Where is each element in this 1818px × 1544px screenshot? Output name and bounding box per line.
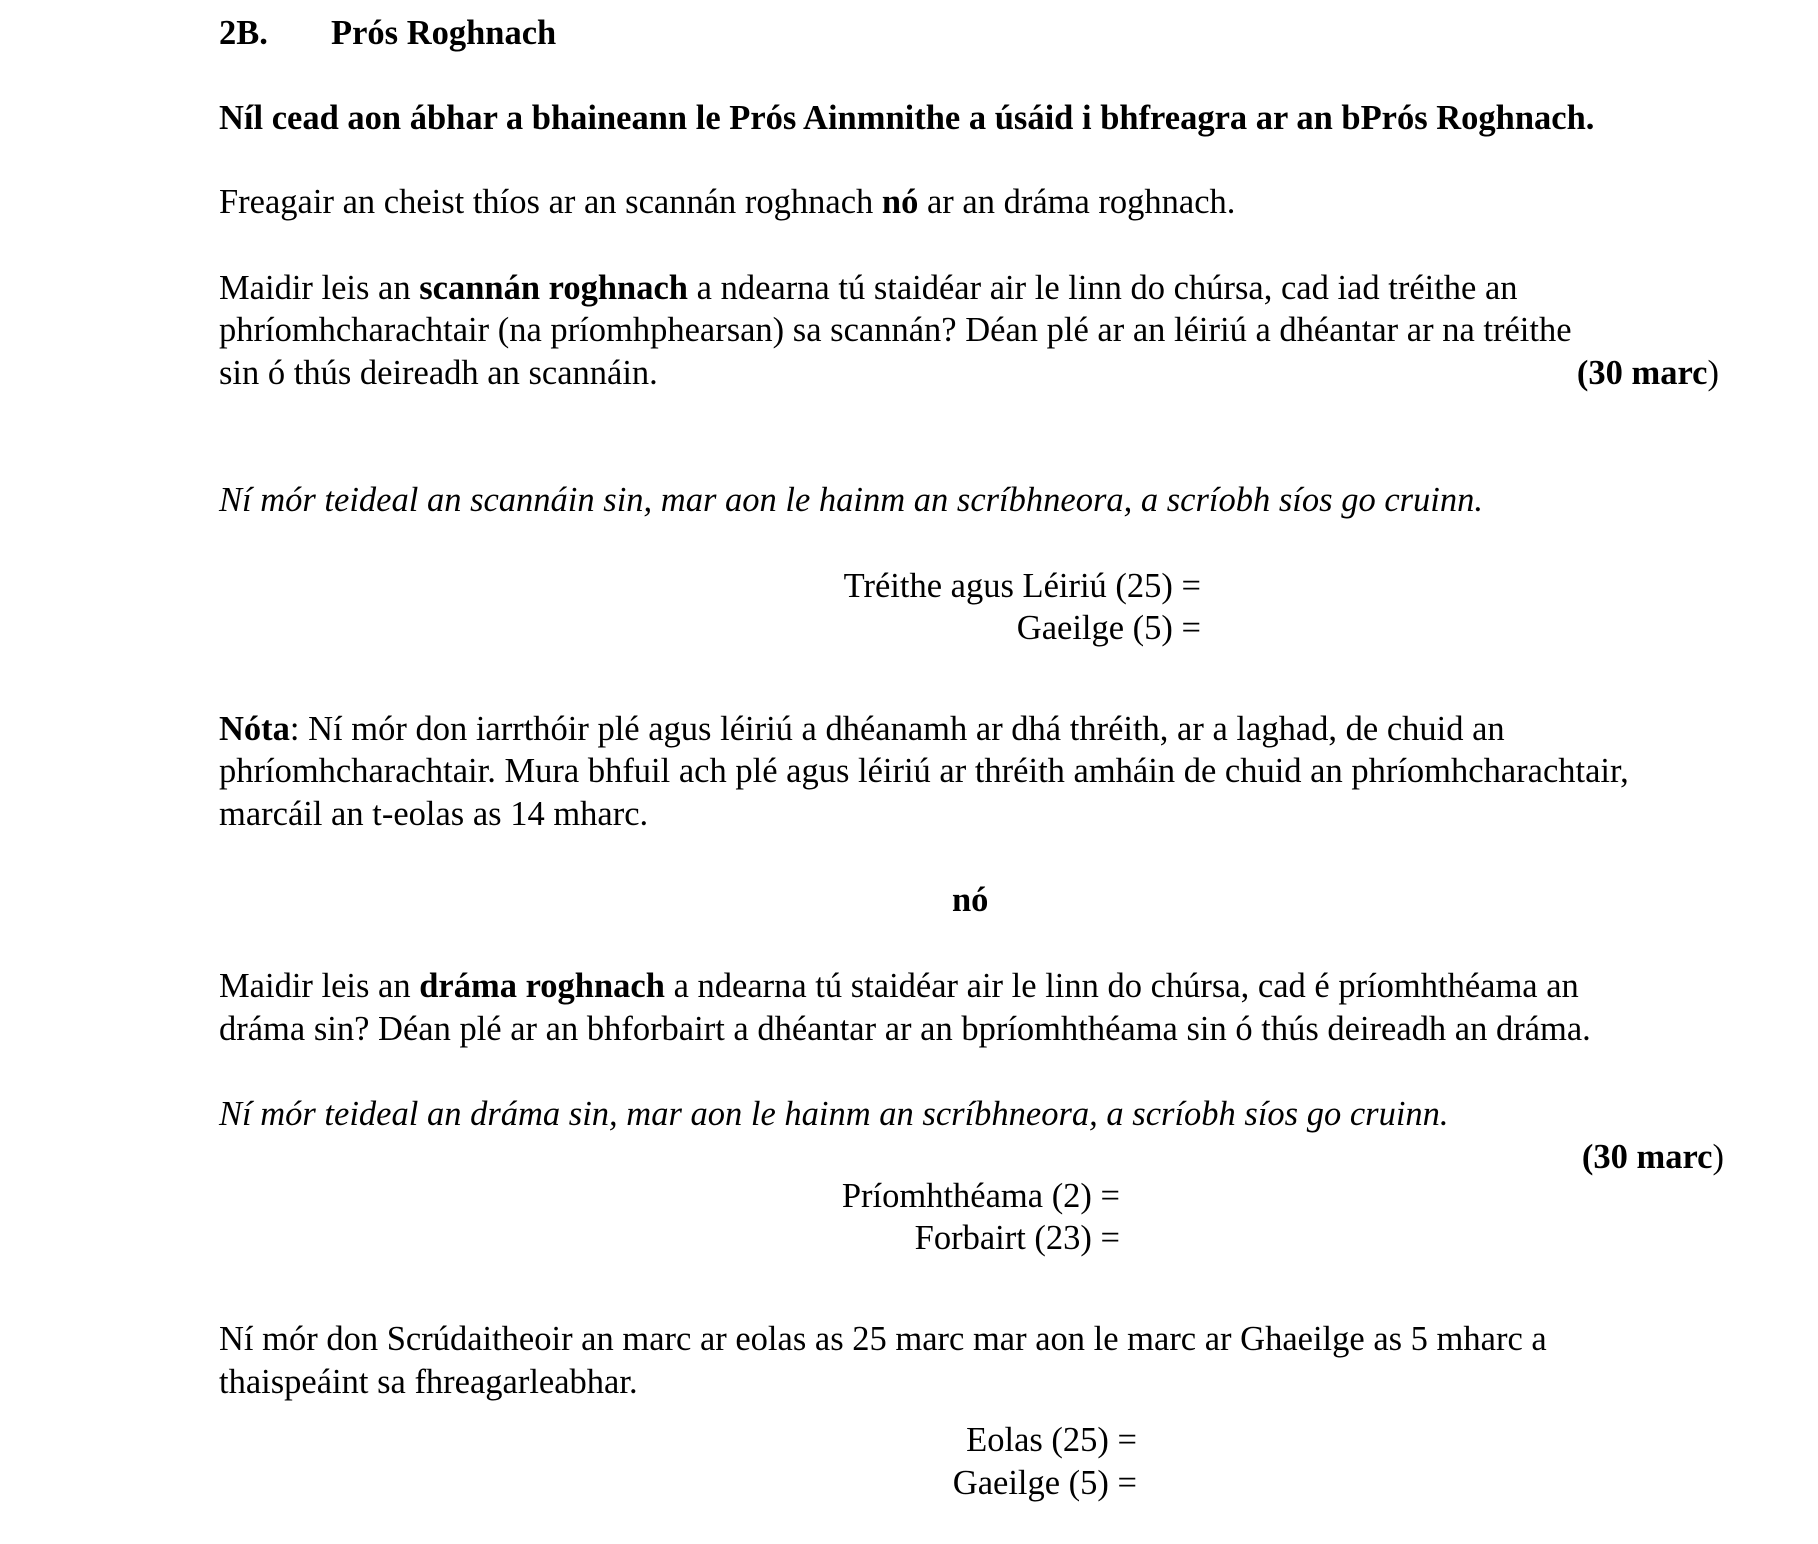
note-line-2: phríomhcharachtair. Mura bhfuil ach plé agus léiriú ar thréith amháin de chuid an phríomhcharachtair, <box>219 752 1629 790</box>
film-title-note: Ní mór teideal an scannáin sin, mar aon le hainm an scríbhneora, a scríobh síos go cruinn. <box>219 481 1484 519</box>
film-question-emphasis: scannán roghnach <box>419 269 688 307</box>
film-marks <box>1577 352 1719 395</box>
film-question-suffix: a ndearna tú staidéar air le linn do chúrsa, cad iad tréithe an <box>688 269 1518 307</box>
prescribed-prose-warning: Níl cead aon ábhar a bhaineann le Prós Ainmnithe a úsáid i bhfreagra ar an bPrós Roghnach. <box>219 99 1595 137</box>
drama-question-emphasis: dráma roghnach <box>419 967 665 1005</box>
drama-marks-value: 30 marc <box>1593 1138 1713 1176</box>
instruction-text: Freagair an cheist thíos ar an scannán roghnach <box>219 183 882 221</box>
section-title: Prós Roghnach <box>331 14 557 52</box>
drama-question-prefix: Maidir leis an <box>219 967 420 1005</box>
examiner-note-line-1: Ní mór don Scrúdaitheoir an marc ar eolas as 25 marc mar aon le marc ar Ghaeilge as 5 mharc a <box>219 1320 1547 1358</box>
note-label: Nóta <box>219 710 290 748</box>
film-marks-open: ( <box>1576 354 1589 392</box>
or-divider: nó <box>952 881 989 919</box>
film-question-line-1 <box>219 267 1744 310</box>
drama-question-suffix: a ndearna tú staidéar air le linn do chúrsa, cad é príomhthéama an <box>664 967 1579 1005</box>
note-line-1 <box>219 708 1744 751</box>
note-text: : Ní mór don iarrthóir plé agus léiriú a dhéanamh ar dhá thréith, ar a laghad, de chuid an <box>289 710 1505 748</box>
film-marking-traits: Tréithe agus Léiriú (25) = <box>843 567 1201 605</box>
drama-marks-open: ( <box>1581 1138 1594 1176</box>
section-number: 2B. <box>219 14 268 52</box>
drama-marking-development: Forbairt (23) = <box>914 1219 1120 1257</box>
film-marking-irish: Gaeilge (5) = <box>1016 609 1201 647</box>
examiner-note-line-2: thaispeáint sa fhreagarleabhar. <box>219 1363 638 1401</box>
drama-question-line-1 <box>219 965 1744 1008</box>
drama-title-note: Ní mór teideal an dráma sin, mar aon le hainm an scríbhneora, a scríobh síos go cruinn. <box>219 1095 1449 1133</box>
film-question-prefix: Maidir leis an <box>219 269 420 307</box>
final-marking-knowledge: Eolas (25) = <box>966 1421 1137 1459</box>
drama-question-line-2: dráma sin? Déan plé ar an bhforbairt a dhéantar ar an bpríomhthéama sin ó thús deireadh an dráma. <box>219 1010 1591 1048</box>
note-line-3: marcáil an t-eolas as 14 mharc. <box>219 795 649 833</box>
drama-marks <box>1582 1136 1724 1179</box>
instruction-text-end: ar an dráma roghnach. <box>918 183 1236 221</box>
instruction-or: nó <box>881 183 919 221</box>
film-marks-value: 30 marc <box>1588 354 1708 392</box>
answer-instruction <box>219 181 1744 224</box>
film-marks-close: ) <box>1707 354 1719 392</box>
film-question-line-2: phríomhcharachtair (na príomhphearsan) sa scannán? Déan plé ar an léiriú a dhéantar ar na tréithe <box>219 311 1572 349</box>
film-question-line-3: sin ó thús deireadh an scannáin. <box>219 354 658 392</box>
drama-marking-theme: Príomhthéama (2) = <box>841 1177 1120 1215</box>
drama-marks-close: ) <box>1712 1138 1724 1176</box>
final-marking-irish: Gaeilge (5) = <box>952 1464 1137 1502</box>
